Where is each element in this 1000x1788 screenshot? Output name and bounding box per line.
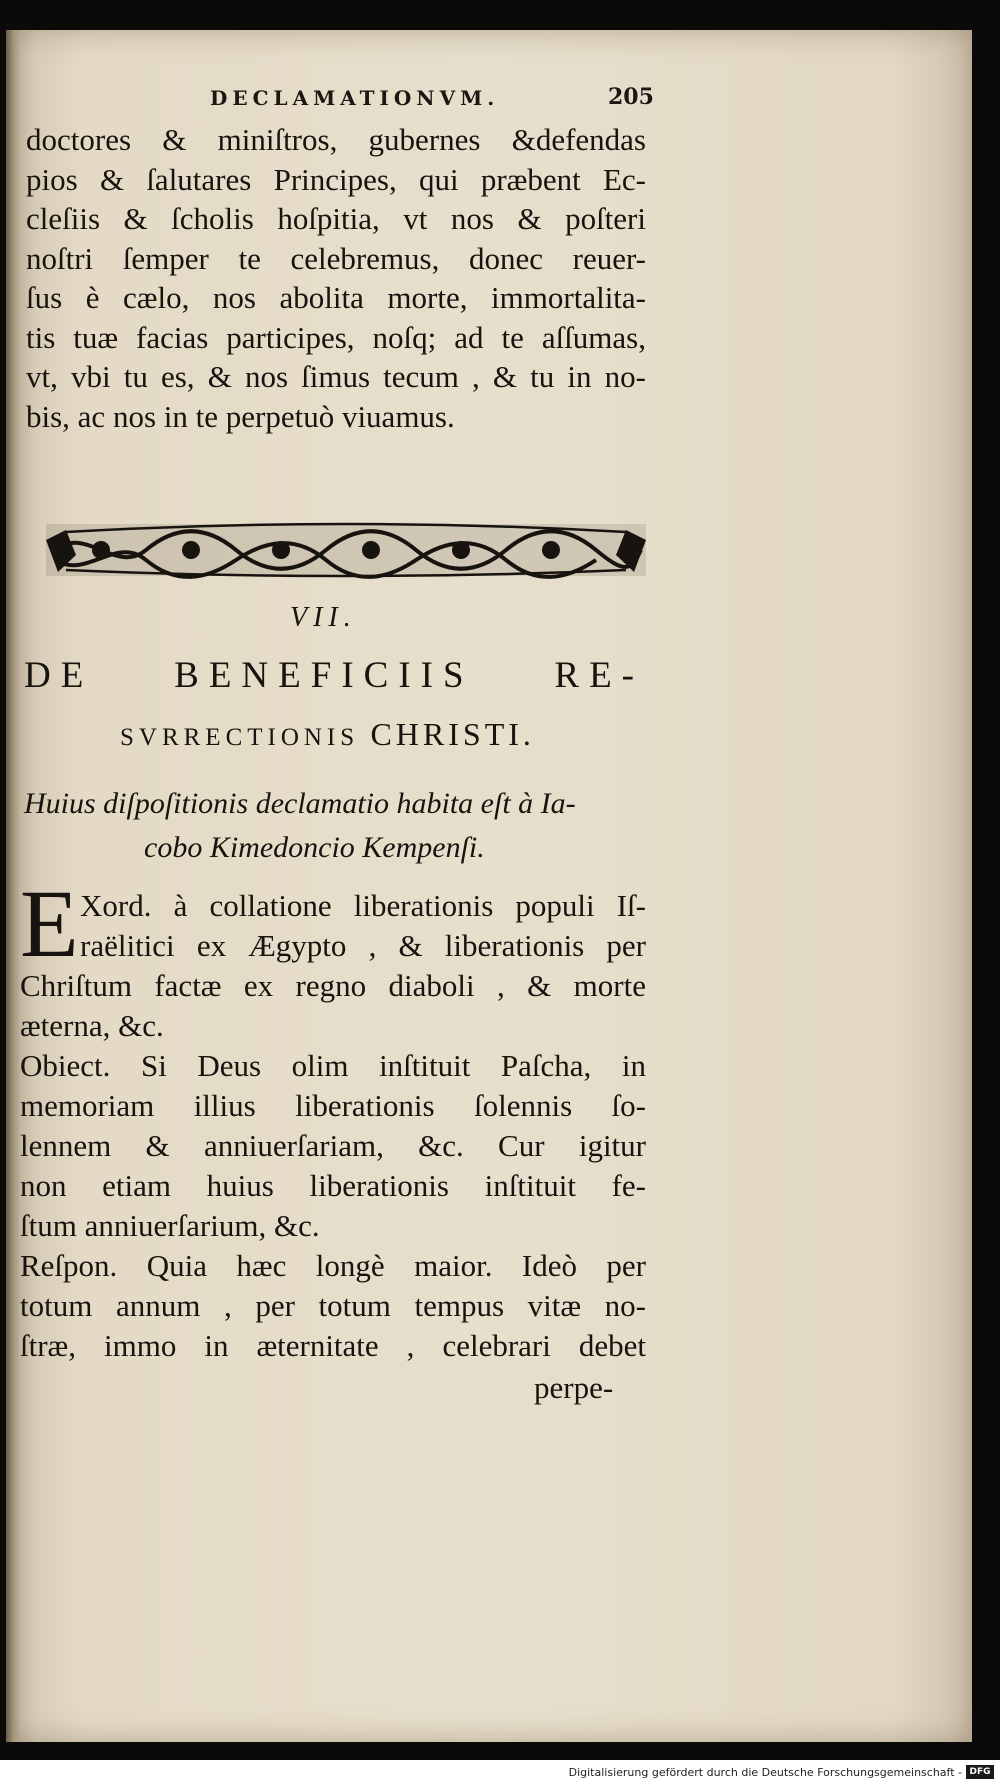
- catchword: perpe-: [534, 1370, 614, 1405]
- subheading-christi: CHRISTI.: [370, 716, 535, 752]
- text-line: doctores & miniſtros, gubernes &defendas: [26, 122, 646, 157]
- page-binding-edge: [6, 30, 20, 1742]
- text-line: totum annum , per totum tempus vitæ no-: [20, 1288, 646, 1323]
- section-number: VII.: [290, 602, 357, 633]
- top-paragraph: [26, 120, 646, 436]
- exordium-opening: [80, 886, 646, 966]
- section-heading: DE BENEFICIIS RE-: [24, 655, 644, 696]
- funding-credit: Digitalisierung gefördert durch die Deutsche Forschungsgemeinschaft -: [568, 1766, 962, 1779]
- decorative-headpiece: [46, 520, 646, 580]
- drop-cap: E: [20, 870, 79, 977]
- text-line: Obiect. Si Deus olim inſtituit Paſcha, in: [20, 1048, 646, 1083]
- italic-note-line: Huius diſpoſitionis declamatio habita eſt à Ia-: [24, 787, 576, 820]
- text-line: raëlitici ex Ægypto , & liberationis per: [80, 928, 646, 963]
- text-line: noſtri ſemper te celebremus, donec reuer-: [26, 240, 646, 276]
- text-line: Reſpon. Quia hæc longè maior. Ideò per: [20, 1248, 646, 1283]
- italic-note-line: cobo Kimedoncio Kempenſi.: [144, 831, 485, 864]
- text-line: pios & ſalutares Principes, qui præbent Ec-: [26, 161, 646, 197]
- dfg-logo: DFG: [966, 1765, 994, 1779]
- text-line: æterna, &c.: [20, 1008, 164, 1043]
- text-line: ſus è cælo, nos abolita morte, immortalita-: [26, 280, 646, 315]
- italic-note: [24, 782, 654, 870]
- text-line: memoriam illius liberationis ſolennis ſo-: [20, 1088, 646, 1123]
- subheading-small-caps: SVRRECTIONIS: [120, 724, 360, 751]
- exordium-body: [20, 966, 646, 1366]
- text-line: lennem & anniuerſariam, &c. Cur igitur: [20, 1128, 646, 1163]
- running-head: DECLAMATIONVM.: [210, 86, 500, 110]
- text-line: cleſiis & ſcholis hoſpitia, vt nos & poſteri: [26, 201, 646, 236]
- text-line: ſtum anniuerſarium, &c.: [20, 1208, 320, 1243]
- section-subheading: [120, 716, 560, 753]
- text-line: ſtræ, immo in æternitate , celebrari debet: [20, 1328, 646, 1363]
- text-line: tis tuæ facias participes, noſq; ad te aſſumas,: [26, 319, 646, 355]
- page-number: 205: [608, 84, 654, 110]
- text-line: Chriſtum factæ ex regno diaboli , & morte: [20, 968, 646, 1003]
- text-line: vt, vbi tu es, & nos ſimus tecum , & tu in no-: [26, 359, 646, 394]
- text-line: bis, ac nos in te perpetuò viuamus.: [26, 398, 455, 434]
- text-line: non etiam huius liberationis inſtituit fe-: [20, 1168, 646, 1203]
- text-line: Xord. à collatione liberationis populi Iſ-: [80, 888, 646, 923]
